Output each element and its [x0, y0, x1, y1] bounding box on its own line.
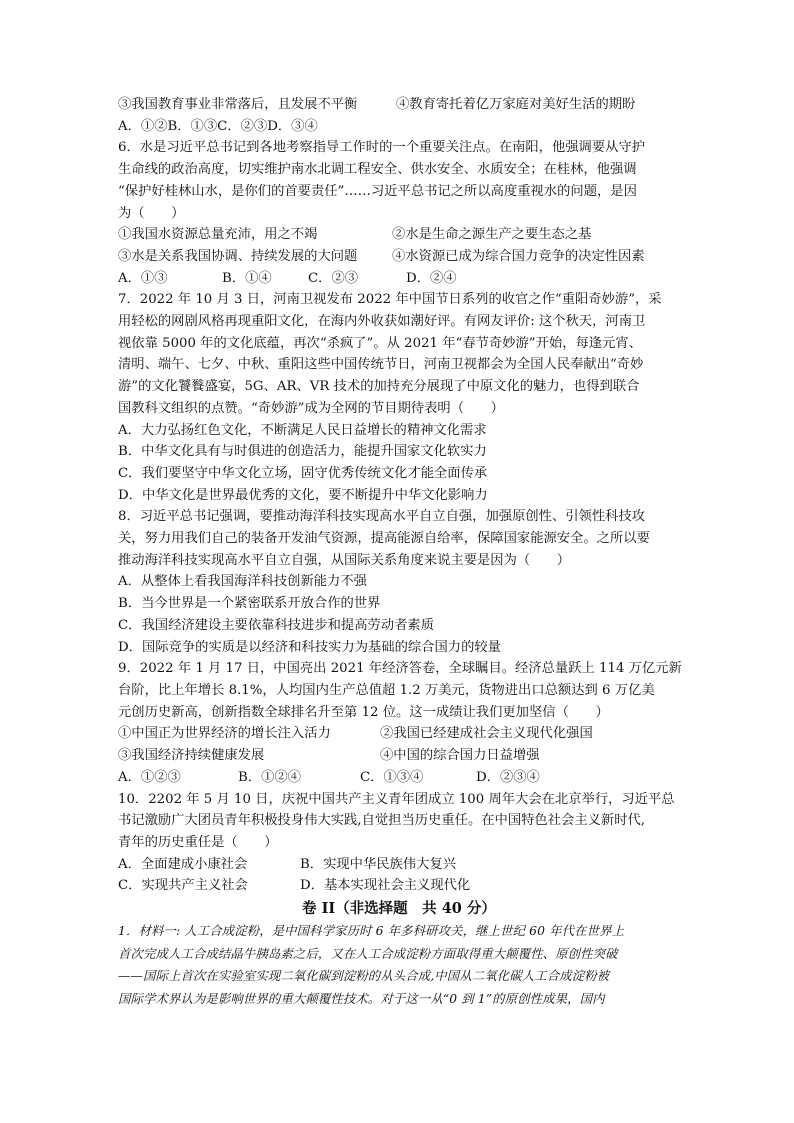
q9-answer-c: C．①③④: [360, 769, 424, 785]
q6-stem-line: 生命线的政治高度，切实维护南水北调工程安全、供水安全、水质安全；在桂林，他强调: [118, 162, 637, 178]
q6-options-row-2: [118, 246, 680, 268]
q8-choice-c: C．我国经济建设主要依靠科技进步和提高劳动者素质: [118, 617, 435, 633]
q7-stem-line: 清明、端午、七夕、中秋、重阳这些中国传统节日，河南卫视都会为全国人民奉献出“奇妙: [118, 357, 644, 373]
q8-choice-b: B．当今世界是一个紧密联系开放合作的世界: [118, 596, 381, 612]
q10-choices-row-2: [118, 875, 680, 897]
q9-answer-a: A．①②③: [118, 769, 181, 785]
q10-choice-a: A．全面建成小康社会: [118, 856, 248, 872]
q9-stem-line: 元创历史新高，创新指数全球排名升至第 12 位。这一成绩让我们更加坚信（ ）: [118, 704, 609, 720]
q6-options-row-1: [118, 224, 680, 246]
q9-answer-b: B．①②④: [238, 769, 301, 785]
q10-choice-b: B．实现中华民族伟大复兴: [300, 856, 457, 872]
q5-answers: A．①②B．①③C．②③D．③④: [118, 118, 318, 134]
material-line: 1．材料一: 人工合成淀粉，是中国科学家历时 6 年多科研攻关，继上世纪 60 年代在世界上: [118, 923, 625, 939]
q9-option-1: ①中国正为世界经济的增长注入活力: [118, 726, 331, 742]
q7-choice-a: A．大力弘扬红色文化，不断满足人民日益增长的精神文化需求: [118, 422, 487, 438]
q7-choice-c: C．我们要坚守中华文化立场，固守优秀传统文化才能全面传承: [118, 465, 488, 481]
q6-answer-d: D．②④: [406, 270, 457, 286]
material-line: 首次完成人工合成结晶牛胰岛素之后，又在人工合成淀粉方面取得重大颠覆性、原创性突破: [118, 945, 618, 961]
q6-stem-line: 6．水是习近平总书记到各地考察指导工作时的一个重要关注点。在南阳，他强调要从守护: [118, 140, 646, 156]
q9-options-row-2: [118, 745, 680, 767]
q10-stem-line: 青年的历史重任是（ ）: [118, 834, 278, 850]
q6-answer-a: A．①③: [118, 270, 168, 286]
q9-stem-line: 台阶，比上年增长 8.1%，人均国内生产总值超 1.2 万美元，货物进出口总额达到 6 万亿美: [118, 682, 655, 698]
q8-stem-line: 推动海洋科技实现高水平自立自强，从国际关系角度来说主要是因为（ ）: [118, 552, 571, 568]
q9-option-3: ③我国经济持续健康发展: [118, 748, 265, 764]
q7-stem-line: 7．2022 年 10 月 3 日，河南卫视发布 2022 年中国节日系列的收官之作“重阳奇妙游”，采: [118, 292, 662, 308]
q10-choices-row-1: [118, 854, 680, 876]
q8-choice-a: A．从整体上看我国海洋科技创新能力不强: [118, 574, 367, 590]
q9-answers: [118, 767, 680, 789]
q6-answers: [118, 268, 680, 290]
material-line: ——国际上首次在实验室实现二氧化碳到淀粉的从头合成,中国从二氧化碳人工合成淀粉被: [118, 968, 610, 984]
q6-option-2: ②水是生命之源生产之要生态之基: [392, 227, 592, 243]
q10-stem-line: 10．2202 年 5 月 10 日，庆祝中国共产主义青年团成立 100 周年大会在北京举行，习近平总: [118, 791, 675, 807]
q6-option-1: ①我国水资源总量充沛，用之不竭: [118, 227, 318, 243]
q6-option-3: ③水是关系我国协调、持续发展的大问题: [118, 248, 358, 264]
q5-option-3: ③我国教育事业非常落后，且发展不平衡: [118, 97, 358, 112]
q9-stem-line: 9．2022 年 1 月 17 日，中国亮出 2021 年经济答卷，全球瞩目。经济总量跃上 114 万亿元新: [118, 661, 682, 677]
q8-stem-line: 关，努力用我们自己的装备开发油气资源，提高能源自给率，保障国家能源安全。之所以要: [118, 531, 650, 547]
q7-stem-line: 用轻松的网剧风格再现重阳文化，在海内外收获如潮好评。有网友评价: 这个秋天，河南卫: [118, 314, 646, 330]
q8-stem-line: 8．习近平总书记强调，要推动海洋科技实现高水平自立自强，加强原创性、引领性科技攻: [118, 509, 646, 525]
q9-option-4: ④中国的综合国力日益增强: [380, 748, 540, 764]
q9-answer-d: D．②③④: [476, 769, 540, 785]
q5-options-row: [118, 94, 680, 116]
q7-stem-line: 国教科文组织的点赞。“奇妙游”成为全网的节目期待表明（ ）: [118, 400, 504, 416]
q7-choice-d: D．中华文化是世界最优秀的文化，要不断提升中华文化影响力: [118, 487, 488, 503]
q9-options-row-1: [118, 723, 680, 745]
q7-choice-b: B．中华文化具有与时俱进的创造活力，能提升国家文化软实力: [118, 444, 487, 460]
q9-option-2: ②我国已经建成社会主义现代化强国: [380, 726, 593, 742]
exam-page: [118, 94, 680, 1010]
q6-answer-c: C．②③: [308, 270, 359, 286]
q8-choice-d: D．国际竞争的实质是以经济和科技实力为基础的综合国力的较量: [118, 639, 501, 655]
q6-stem-line: 为（ ）: [118, 205, 185, 221]
q6-option-4: ④水资源已成为综合国力竞争的决定性因素: [392, 248, 645, 264]
section-title: 卷 II（非选择题 共 40 分）: [302, 900, 496, 918]
q6-stem-line: “保护好桂林山水，是你们的首要责任”……习近平总书记之所以高度重视水的问题，是因: [118, 183, 637, 199]
q7-stem-line: 视依靠 5000 年的文化底蕴，再次“杀疯了”。从 2021 年“春节奇妙游”开始，每逢元宵、: [118, 335, 642, 351]
q7-stem-line: 游”的文化饕餮盛宴，5G、AR、VR 技术的加持充分展现了中原文化的魅力，也得到联合: [118, 379, 640, 395]
q5-option-4: ④教育寄托着亿万家庭对美好生活的期盼: [396, 97, 636, 112]
q6-answer-b: B．①④: [222, 270, 272, 286]
q10-choice-d: D．基本实现社会主义现代化: [300, 878, 471, 894]
q10-stem-line: 书记激励广大团员青年积极投身伟大实践,自觉担当历史重任。在中国特色社会主义新时代,: [118, 813, 646, 829]
q10-choice-c: C．实现共产主义社会: [118, 878, 248, 894]
material-line: 国际学术界认为是影响世界的重大颠覆性技术。对于这一从“0 到 1”的原创性成果，国内: [118, 990, 605, 1006]
